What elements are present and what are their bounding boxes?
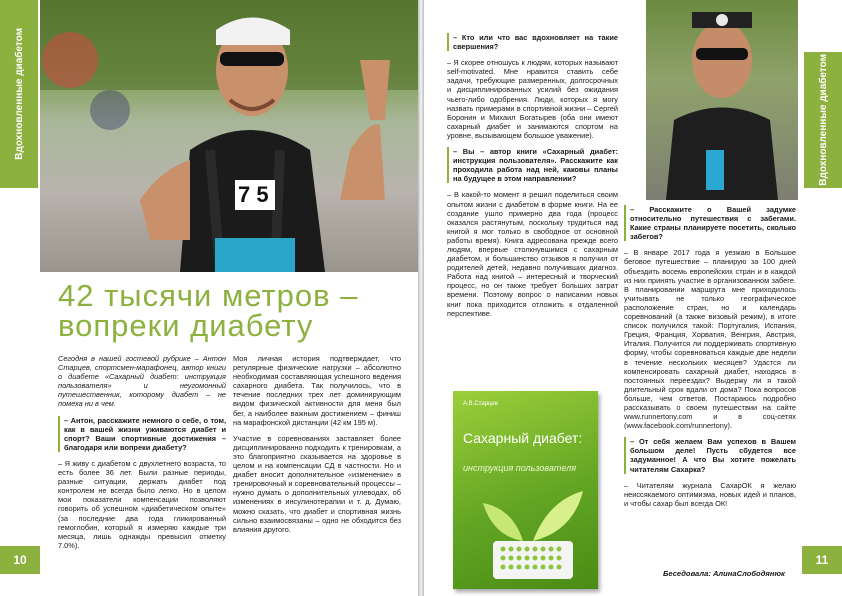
section-tab-left — [0, 0, 38, 188]
answer-5: – Читателям журнала СахарОК я желаю неиссякаемого оптимизма, новых идей и планов, и чтобы сахар был всегда ОК! — [624, 480, 796, 508]
section-label: Вдохновленные диабетом — [13, 28, 25, 160]
answer-1b: Моя личная история подтверждает, что регулярные физические нагрузки – абсолютно необходимая составляющая успешного ведения сахарного диабета. Так получилось, что в течение последних трех лет доминирующим видом физической активности для меня был бег, а наиболее важным достижением – финиш на марафонской дистанции (42 км 195 м). — [233, 354, 401, 427]
left-column-2 — [233, 354, 401, 541]
left-column-1 — [58, 354, 226, 557]
runner-portrait — [646, 0, 798, 200]
answer-2: – Я скорее отношусь к людям, которых называют self-motivated. Мне нравится ставить себе задачи, требующие размеренных, долгосрочных и дисциплинированных усилий без ожидания чьего-либо одобрения. Люди, которых я могу назвать примерами в спортивной жизни – Сергей Боронин и Михаил Богатырев (оба они имеют сахарный диабет и занимаются спортом на уровне, вызывающем большое уважение). — [447, 58, 618, 140]
interviewer-signature: Беседовала: АлинаСлободянюк — [663, 569, 785, 578]
answer-3: – В какой-то момент я решил поделиться своим опытом жизни с диабетом в форме книги. На ее создание ушло примерно два года (процесс оказался растянутым, поскольку трудиться над книгой я мог только в свободное от основной работы время). Книга адресована прежде всего людям, впервые столкнувшимся с сахарным диабетом, и большинство отзывов я получил от родителей детей, недавно получивших диагноз. Работа над книгой – интересный и творческий процесс, но он также требует больших затрат времени. Поэтому вопрос о написании новых книг пока приходится отложить к отдаленной перспективе. — [447, 190, 618, 318]
article-headline — [58, 278, 388, 343]
section-label-right: Вдохновленные диабетом — [817, 54, 829, 186]
book-leaf-illustration — [453, 391, 598, 589]
runner-photo-left — [40, 0, 418, 272]
headline-line-1: 42 тысячи метров – — [58, 278, 359, 313]
intro-paragraph: Сегодня в нашей гостевой рубрике – Антон Старцев, спортсмен-марафонец, автор книги о диабете «Сахарный диабет: инструкция пользователя» и неугомонный путешественник, которому диабет – не помеха ни в чем. — [58, 354, 226, 409]
question-4: – Расскажите о Вашей задумке относительно путешествия с забегами. Какие страны планируете посетить, сколько забегов? — [624, 205, 796, 241]
section-tab-right — [804, 52, 842, 188]
question-3: – Вы – автор книги «Сахарный диабет: инструкция пользователя». Расскажите как проходила работа над ней, каковы планы на будущее в этом направлении? — [447, 147, 618, 183]
book-author: А.В.Старцев — [463, 401, 498, 407]
book-subtitle: инструкция пользователя — [463, 463, 577, 473]
book-title: Сахарный диабет: — [463, 430, 583, 446]
runner-photo-right — [646, 0, 798, 200]
headline-line-2: вопреки диабету — [58, 308, 314, 343]
runner-illustration — [40, 0, 418, 272]
left-page — [0, 0, 418, 596]
right-column-1 — [447, 33, 618, 325]
answer-1c: Участие в соревнованиях заставляет более дисциплинированно подходить к тренировкам, а это благоприятно сказывается на здоровье в целом и на компенсации СД в частности. Но и диабет вносит дополнительное «изменение» в тренировочный и соревновательный процессы – нужно думать о дополнительных углеводах, об изменениях в инсулинотерапии и т. д. Думаю, можно сказать, что диабет и спортивная жизнь сильно взаимосвязаны – одно не обходится без влияния другого. — [233, 433, 401, 534]
question-5: – От себя желаем Вам успехов в Вашем большом деле! Пусть сбудется все задуманное! А что Вы хотите пожелать читателям Сахарка? — [624, 437, 796, 473]
race-bib-number: 7 5 — [238, 182, 269, 207]
answer-1: – Я живу с диабетом с двухлетнего возраста, то есть более 36 лет. Были разные периоды, разные ситуации, держать диабет под контролем не всегда было легко. Но в целом мои показатели компенсации позволяют говорить об успешном «диабетическом опыте» (за последние два года гликированный гемоглобин, который я измеряю каждые три месяца, лишь однажды превысил отметку 7.0%). — [58, 458, 226, 550]
answer-4: – В январе 2017 года я уезжаю в Большое беговое путешествие – планирую за 100 дней объездить восемь европейских стран и в каждой из них принять участие в организованном забеге. В планировании маршрута мне приходилось учитывать не только географическое расположение стран, но и календарь соревнований (а также визовый режим), в итоге список получился такой: Португалия, Испания, Греция, Франция, Хорватия, Венгрия, Австрия, Италия. Получится ли поддерживать спортивную форму, чтобы соревноваться каждые две недели в течение нескольких месяцев? Удастся ли компенсировать сахарный диабет, находясь в постоянных переездах? Выдержу ли я такой длительный срок вдали от дома? Пока вопросов больше, чем ответов. Постараюсь подробно рассказывать о своем путешествии на сайте www.runnertony.com и в соц-сетях (www.facebook.com/runnertony). — [624, 248, 796, 431]
page-number-left: 10 — [0, 546, 40, 574]
page-number-right: 11 — [802, 546, 842, 574]
right-column-2 — [624, 205, 796, 515]
question-2: – Кто или что вас вдохновляет на такие свершения? — [447, 33, 618, 51]
book-cover — [453, 391, 598, 589]
question-1: – Антон, расскажите немного о себе, о том, как в вашей жизни уживаются диабет и спорт? Ваши спортивные достижения – благодаря или вопреки диабету? — [58, 416, 226, 452]
